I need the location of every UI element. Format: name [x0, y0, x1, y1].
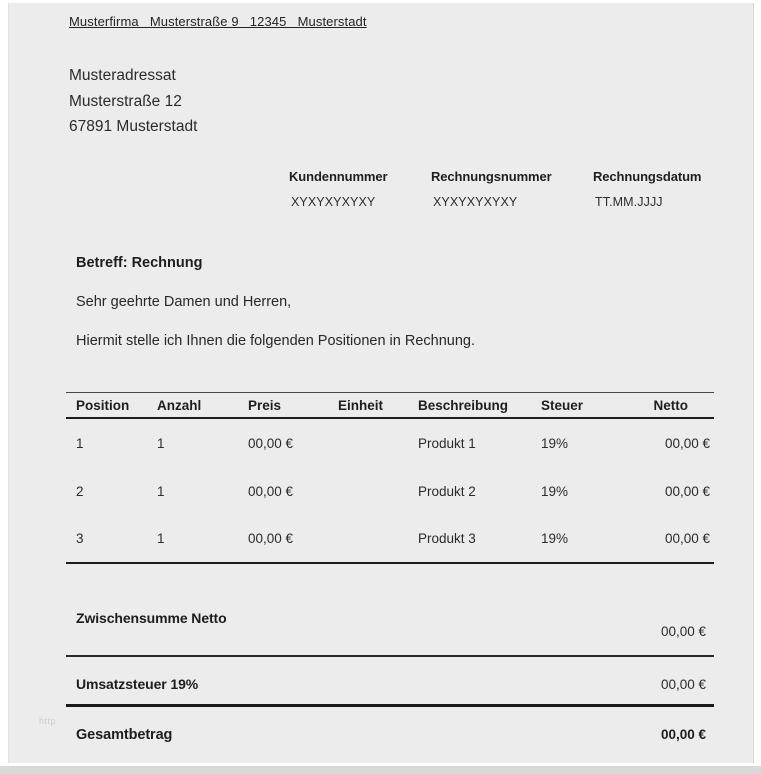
cell-preis: 00,00 € — [248, 531, 294, 547]
table-row — [66, 516, 714, 564]
cell-position: 1 — [76, 435, 84, 451]
header-beschreibung: Beschreibung — [418, 397, 509, 413]
recipient-name: Musteradressat — [69, 67, 176, 84]
invoice-date-label: Rechnungsdatum — [593, 169, 702, 184]
cell-steuer: 19% — [541, 484, 569, 500]
sender-address-line: Musterfirma Musterstraße 9 12345 Musterstadt — [69, 14, 367, 29]
cell-position: 2 — [76, 484, 84, 500]
cell-beschreibung: Produkt 1 — [418, 435, 476, 451]
cell-netto: 00,00 € — [664, 435, 710, 451]
invoice-document — [8, 3, 754, 763]
grand-total-row — [66, 707, 714, 760]
table-row — [66, 419, 714, 467]
vat-value: 00,00 € — [660, 677, 706, 692]
cell-netto: 00,00 € — [664, 484, 710, 500]
invoice-date-value: TT.MM.JJJJ — [595, 195, 663, 209]
cell-beschreibung: Produkt 3 — [418, 531, 476, 547]
header-anzahl: Anzahl — [157, 397, 202, 413]
table-row — [66, 467, 714, 515]
table-header-row — [66, 392, 714, 419]
header-netto: Netto — [653, 397, 688, 413]
cell-beschreibung: Produkt 2 — [418, 484, 476, 500]
cell-anzahl: 1 — [157, 435, 165, 451]
grand-total-label: Gesamtbetrag — [76, 727, 173, 743]
watermark-text: http — [39, 716, 57, 726]
invoice-number-value: XYXYXYXYXY — [433, 195, 518, 209]
cell-steuer: 19% — [541, 531, 569, 547]
recipient-address-block — [69, 63, 197, 140]
cell-preis: 00,00 € — [248, 435, 294, 451]
cell-anzahl: 1 — [157, 484, 165, 500]
subtotal-value: 00,00 € — [660, 624, 706, 639]
subtotal-row — [66, 568, 714, 657]
grand-total-value: 00,00 € — [660, 727, 706, 742]
header-einheit: Einheit — [338, 397, 384, 413]
header-position: Position — [76, 397, 130, 413]
cell-netto: 00,00 € — [664, 531, 710, 547]
recipient-city: 67891 Musterstadt — [69, 118, 198, 135]
customer-number-label: Kundennummer — [289, 169, 388, 184]
totals-section — [66, 568, 714, 760]
subject-line: Betreff: Rechnung — [76, 255, 203, 271]
header-preis: Preis — [248, 397, 282, 413]
window-bottom-edge — [0, 766, 761, 774]
invoice-number-label: Rechnungsnummer — [431, 169, 552, 184]
cell-position: 3 — [76, 531, 84, 547]
customer-number-value: XYXYXYXYXY — [291, 195, 376, 209]
cell-steuer: 19% — [541, 435, 569, 451]
vat-row — [66, 657, 714, 707]
line-items-table — [66, 392, 714, 564]
cell-preis: 00,00 € — [248, 484, 294, 500]
recipient-street: Musterstraße 12 — [69, 92, 182, 110]
intro-sentence: Hiermit stelle ich Ihnen die folgenden Positionen in Rechnung. — [76, 333, 475, 349]
cell-anzahl: 1 — [157, 531, 165, 547]
header-steuer: Steuer — [541, 397, 584, 413]
vat-label: Umsatzsteuer 19% — [76, 676, 199, 692]
subtotal-label: Zwischensumme Netto — [76, 610, 227, 626]
salutation: Sehr geehrte Damen und Herren, — [76, 294, 292, 310]
